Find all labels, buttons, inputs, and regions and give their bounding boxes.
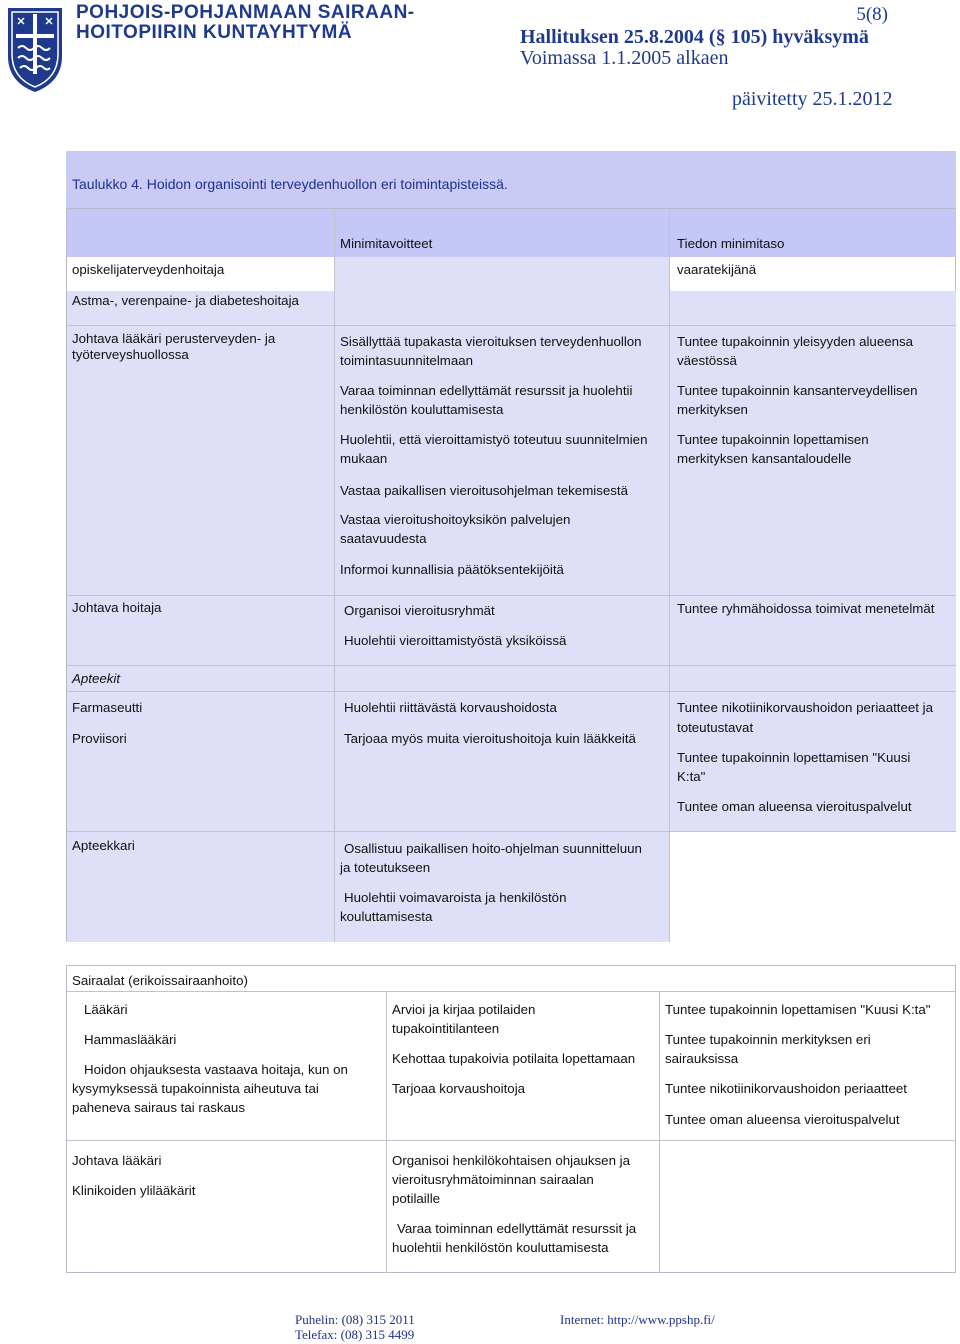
knowledge-line: Tuntee oman alueensa vieroituspalvelut bbox=[677, 799, 912, 814]
row-pharmacies-section bbox=[67, 665, 956, 691]
knowledge-line: Tuntee tupakoinnin kansanterveydellisen bbox=[677, 383, 918, 398]
goal-line: Tarjoaa korvaushoitoja bbox=[392, 1081, 526, 1096]
column-header-goals: Minimitavoitteet bbox=[340, 236, 433, 251]
page-number: 5(8) bbox=[856, 4, 888, 25]
goal-line: Kehottaa tupakoivia potilaita lopettamaan bbox=[392, 1051, 636, 1066]
goal-line: Tarjoaa myös muita vieroitushoitoja kuin lääkkeitä bbox=[344, 731, 636, 746]
updated-date: päivitetty 25.1.2012 bbox=[732, 88, 893, 110]
goal-line: Varaa toiminnan edellyttämät resurssit ja bbox=[397, 1221, 637, 1236]
role-care-nurse-line2: kysymyksessä tupakoinnista aiheutuva tai bbox=[72, 1081, 319, 1096]
knowledge-line: väestössä bbox=[677, 353, 737, 368]
role-care-nurse-line1: Hoidon ohjauksesta vastaava hoitaja, kun on bbox=[84, 1062, 348, 1077]
footer-internet[interactable]: Internet: http://www.ppshp.fi/ bbox=[560, 1312, 715, 1327]
role-pharmacy-owner: Apteekkari bbox=[72, 838, 135, 853]
goal-line: potilaille bbox=[392, 1191, 441, 1206]
role-physician: Lääkäri bbox=[84, 1002, 128, 1017]
knowledge-line: merkityksen bbox=[677, 402, 748, 417]
table-header-row bbox=[67, 209, 956, 257]
role-dispensing-pharmacist: Proviisori bbox=[72, 731, 127, 746]
knowledge-risk-factor: vaaratekijänä bbox=[677, 262, 757, 277]
goal-line: toimintasuunnitelmaan bbox=[340, 353, 474, 368]
table-caption: Taulukko 4. Hoidon organisointi terveydenhuollon eri toimintapisteissä. bbox=[72, 176, 508, 192]
row-student-nurse-goals bbox=[334, 257, 669, 291]
goal-line: kouluttamisesta bbox=[340, 909, 433, 924]
table-caption-bar bbox=[66, 151, 956, 208]
footer-fax: Telefax: (08) 315 4499 bbox=[295, 1327, 415, 1342]
goal-line: Huolehtii riittävästä korvaushoidosta bbox=[344, 700, 557, 715]
role-chief-physician-line1: Johtava lääkäri perusterveyden- ja bbox=[72, 331, 276, 346]
goal-line: mukaan bbox=[340, 451, 388, 466]
role-chief-physician-line2: työterveyshuollossa bbox=[72, 347, 189, 362]
goal-line: vieroitusryhmätoiminnan sairaalan bbox=[392, 1172, 594, 1187]
hospital-table bbox=[66, 965, 956, 1273]
column-header-knowledge: Tiedon minimitaso bbox=[677, 236, 785, 251]
goal-line: henkilöstön kouluttamisesta bbox=[340, 402, 504, 417]
knowledge-line: K:ta" bbox=[677, 769, 706, 784]
role-clinic-chief-physicians: Klinikoiden ylilääkärit bbox=[72, 1183, 196, 1198]
knowledge-line: toteutustavat bbox=[677, 720, 754, 735]
goal-line: Organisoi henkilökohtaisen ohjauksen ja bbox=[392, 1153, 631, 1168]
goal-line: Huolehtii vieroittamistyöstä yksiköissä bbox=[344, 633, 567, 648]
goal-line: Osallistuu paikallisen hoito-ohjelman suunnitteluun bbox=[344, 841, 642, 856]
role-chief-physician: Johtava lääkäri bbox=[72, 1153, 162, 1168]
goal-line: Arvioi ja kirjaa potilaiden bbox=[392, 1002, 536, 1017]
approval-note: Hallituksen 25.8.2004 (§ 105) hyväksymä bbox=[520, 26, 869, 48]
knowledge-line: Tuntee tupakoinnin lopettamisen bbox=[677, 432, 869, 447]
knowledge-group-methods: Tuntee ryhmähoidossa toimivat menetelmät bbox=[677, 601, 935, 616]
goal-line: Vastaa vieroitushoitoyksikön palvelujen bbox=[340, 512, 571, 527]
section-hospitals: Sairaalat (erikoissairaanhoito) bbox=[72, 973, 248, 988]
role-care-nurse-line3: paheneva sairaus tai raskaus bbox=[72, 1100, 245, 1115]
goal-line: Organisoi vieroitusryhmät bbox=[344, 603, 495, 618]
organization-name-line2: HOITOPIIRIN KUNTAYHTYMÄ bbox=[76, 22, 353, 43]
goal-line: Huolehtii voimavaroista ja henkilöstön bbox=[344, 890, 567, 905]
knowledge-line: Tuntee tupakoinnin lopettamisen "Kuusi K:ta" bbox=[665, 1002, 931, 1017]
role-pharmacist: Farmaseutti bbox=[72, 700, 143, 715]
knowledge-line: Tuntee tupakoinnin lopettamisen "Kuusi bbox=[677, 750, 911, 765]
organization-table bbox=[66, 208, 956, 942]
validity-note: Voimassa 1.1.2005 alkaen bbox=[520, 47, 729, 69]
goal-line: Huolehtii, että vieroittamistyö toteutuu suunnitelmien bbox=[340, 432, 648, 447]
role-student-health-nurse: opiskelijaterveydenhoitaja bbox=[72, 262, 225, 277]
role-asthma-nurse: Astma-, verenpaine- ja diabeteshoitaja bbox=[72, 293, 299, 308]
role-head-nurse: Johtava hoitaja bbox=[72, 600, 162, 615]
knowledge-line: merkityksen kansantaloudelle bbox=[677, 451, 852, 466]
knowledge-line: Tuntee tupakoinnin yleisyyden alueensa bbox=[677, 334, 914, 349]
organization-name-line1: POHJOIS-POHJANMAAN SAIRAAN- bbox=[76, 2, 415, 23]
goal-line: ja toteutukseen bbox=[340, 860, 431, 875]
knowledge-line: sairauksissa bbox=[665, 1051, 739, 1066]
row-pharmacy-owner-empty bbox=[669, 831, 956, 942]
coat-of-arms-logo bbox=[4, 4, 66, 94]
knowledge-line: Tuntee oman alueensa vieroituspalvelut bbox=[665, 1112, 900, 1127]
goal-line: Informoi kunnallisia päätöksentekijöitä bbox=[340, 562, 564, 577]
knowledge-line: Tuntee nikotiinikorvaushoidon periaatteet ja bbox=[677, 700, 934, 715]
knowledge-line: Tuntee nikotiinikorvaushoidon periaatteet bbox=[665, 1081, 907, 1096]
goal-line: tupakointitilanteen bbox=[392, 1021, 500, 1036]
footer-phone: Puhelin: (08) 315 2011 bbox=[295, 1312, 415, 1327]
knowledge-line: Tuntee tupakoinnin merkityksen eri bbox=[665, 1032, 871, 1047]
goal-line: huolehtii henkilöstön kouluttamisesta bbox=[392, 1240, 609, 1255]
goal-line: Sisällyttää tupakasta vieroituksen terveydenhuollon bbox=[340, 334, 642, 349]
goal-line: Varaa toiminnan edellyttämät resurssit ja huolehtii bbox=[340, 383, 633, 398]
section-pharmacies: Apteekit bbox=[72, 671, 121, 686]
role-dentist: Hammaslääkäri bbox=[84, 1032, 177, 1047]
goal-line: saatavuudesta bbox=[340, 531, 427, 546]
goal-line: Vastaa paikallisen vieroitusohjelman tekemisestä bbox=[340, 483, 628, 498]
